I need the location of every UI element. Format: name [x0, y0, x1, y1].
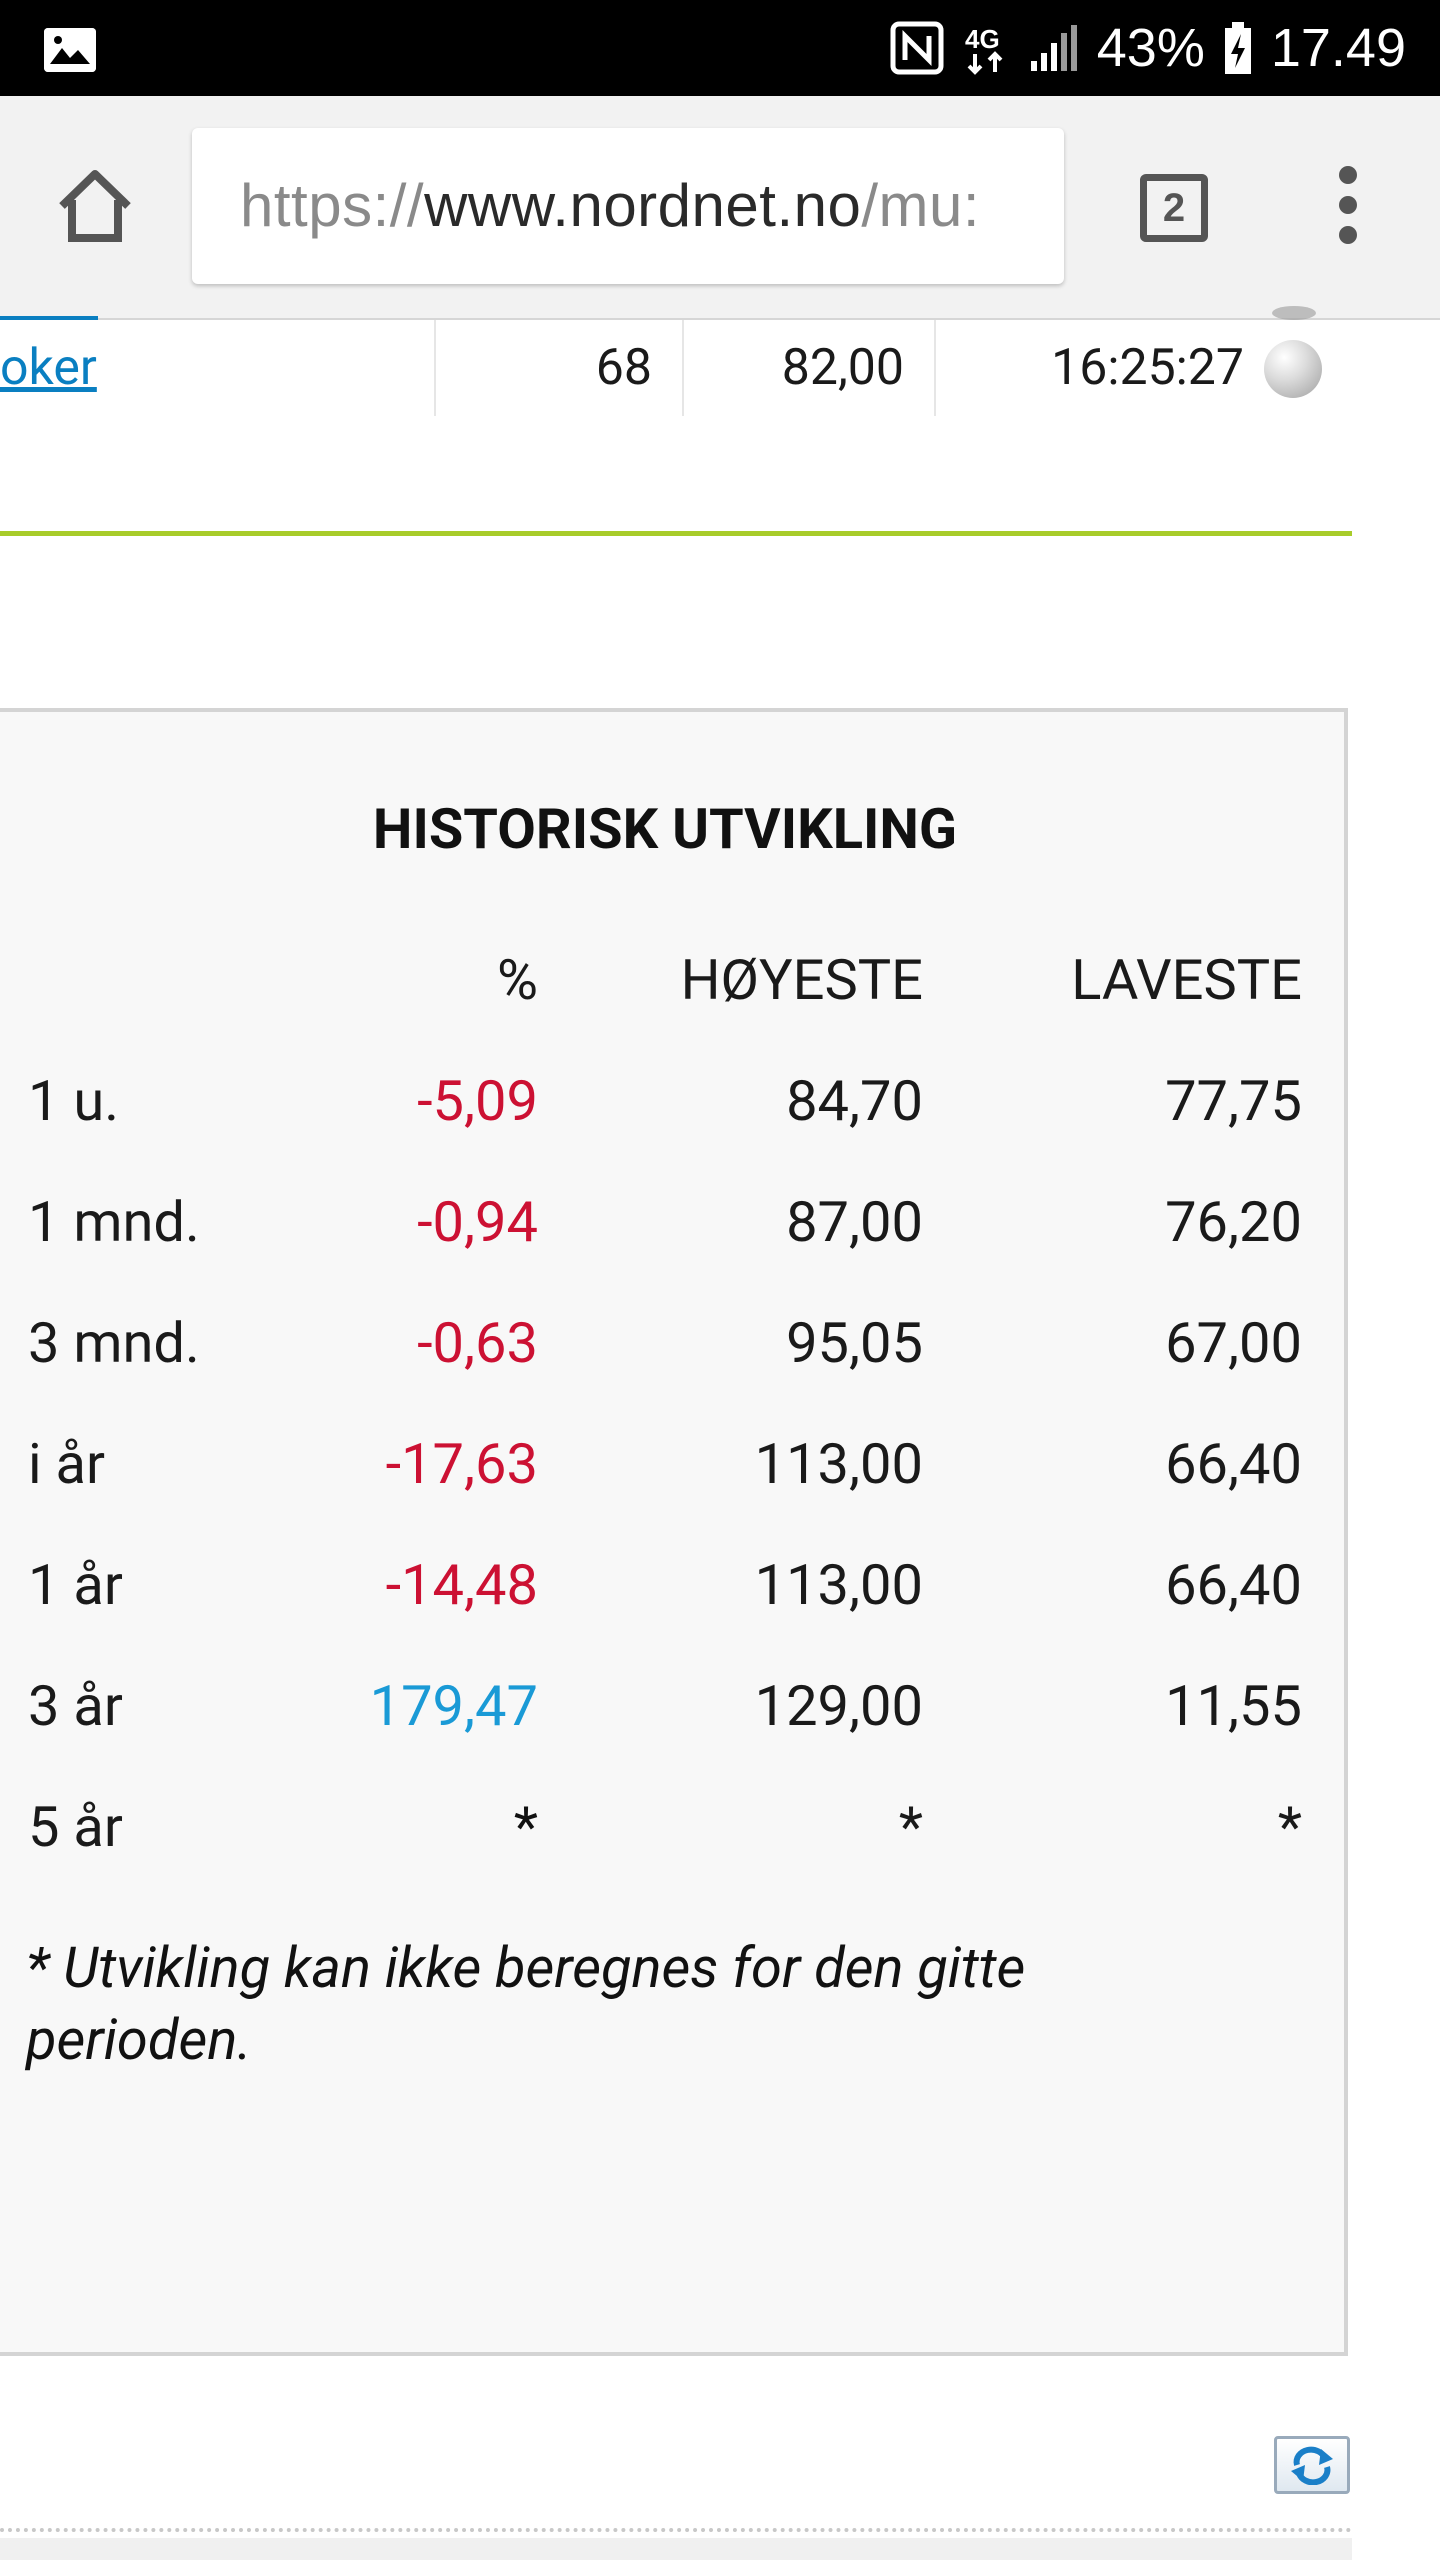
- table-row: [0, 1535, 1360, 1656]
- trade-time: 16:25:27: [1051, 339, 1244, 397]
- tab-count: 2: [1162, 185, 1186, 230]
- network-4g-icon: [963, 20, 1011, 76]
- url-bar[interactable]: [192, 128, 1064, 284]
- historical-table: [0, 930, 1360, 1898]
- clock: 17.49: [1270, 18, 1406, 78]
- period-cell: 1 mnd.: [28, 1189, 200, 1255]
- svg-text:4G: 4G: [964, 24, 1000, 54]
- table-row: [0, 1777, 1360, 1898]
- header-high: HØYESTE: [680, 947, 923, 1013]
- low-cell: 67,00: [1165, 1310, 1302, 1376]
- high-cell: 87,00: [786, 1189, 923, 1255]
- high-cell: 95,05: [786, 1310, 923, 1376]
- period-cell: 3 mnd.: [28, 1310, 200, 1376]
- refresh-icon: [1287, 2445, 1337, 2485]
- header-percent: %: [496, 947, 538, 1013]
- table-row: [0, 1414, 1360, 1535]
- dotted-divider: [0, 2528, 1352, 2532]
- percent-cell: -5,09: [417, 1068, 538, 1134]
- footnote: * Utvikling kan ikke beregnes for den gitte perioden.: [26, 1935, 1026, 2073]
- percent-cell: -17,63: [385, 1431, 538, 1497]
- low-cell: 66,40: [1165, 1431, 1302, 1497]
- high-cell: *: [898, 1794, 923, 1860]
- column-divider: [434, 320, 436, 416]
- high-cell: 84,70: [786, 1068, 923, 1134]
- low-cell: *: [1277, 1794, 1302, 1860]
- table-header-row: [0, 930, 1360, 1051]
- browser-toolbar: [0, 96, 1440, 320]
- table-row: [0, 1051, 1360, 1172]
- bottom-strip: [0, 2538, 1352, 2560]
- low-cell: 11,55: [1165, 1673, 1302, 1739]
- high-cell: 129,00: [754, 1673, 923, 1739]
- url-text: [240, 128, 980, 284]
- period-cell: 3 år: [28, 1673, 123, 1739]
- broker-link[interactable]: oker: [0, 339, 97, 397]
- overflow-menu-icon[interactable]: [1330, 166, 1366, 252]
- trade-status-orb-icon: [1264, 340, 1322, 398]
- percent-cell: 179,47: [369, 1673, 538, 1739]
- period-cell: 1 u.: [28, 1068, 119, 1134]
- status-right: [889, 0, 1406, 96]
- trade-price: 82,00: [781, 339, 904, 397]
- url-host: www.nordnet.no: [424, 172, 862, 239]
- previous-row-orb: [1272, 306, 1316, 320]
- period-cell: i år: [28, 1431, 105, 1497]
- period-cell: 5 år: [28, 1794, 123, 1860]
- battery-percent: 43%: [1096, 18, 1205, 78]
- header-low: LAVESTE: [1071, 947, 1302, 1013]
- section-divider: [0, 531, 1352, 536]
- gallery-notification-icon: [44, 28, 96, 72]
- url-scheme: https://: [240, 172, 425, 239]
- table-row: [0, 1172, 1360, 1293]
- high-cell: 113,00: [754, 1552, 923, 1618]
- historical-title: HISTORISK UTVIKLING: [372, 796, 958, 862]
- url-path: /mu:: [861, 172, 981, 239]
- percent-cell: -0,94: [417, 1189, 538, 1255]
- percent-cell: -0,63: [417, 1310, 538, 1376]
- battery-charging-icon: [1223, 20, 1253, 76]
- trade-row: [0, 320, 1440, 416]
- percent-cell: *: [513, 1794, 538, 1860]
- low-cell: 77,75: [1165, 1068, 1302, 1134]
- low-cell: 66,40: [1165, 1552, 1302, 1618]
- tab-switcher-button[interactable]: [1140, 174, 1208, 242]
- table-row: [0, 1656, 1360, 1777]
- column-divider: [934, 320, 936, 416]
- nfc-icon: [889, 20, 945, 76]
- signal-strength-icon: [1029, 23, 1079, 73]
- status-bar: [0, 0, 1440, 96]
- table-row: [0, 1293, 1360, 1414]
- refresh-button[interactable]: [1274, 2436, 1350, 2494]
- period-cell: 1 år: [28, 1552, 123, 1618]
- column-divider: [682, 320, 684, 416]
- percent-cell: -14,48: [385, 1552, 538, 1618]
- trade-quantity: 68: [595, 339, 652, 397]
- low-cell: 76,20: [1165, 1189, 1302, 1255]
- high-cell: 113,00: [754, 1431, 923, 1497]
- home-icon[interactable]: [54, 166, 136, 246]
